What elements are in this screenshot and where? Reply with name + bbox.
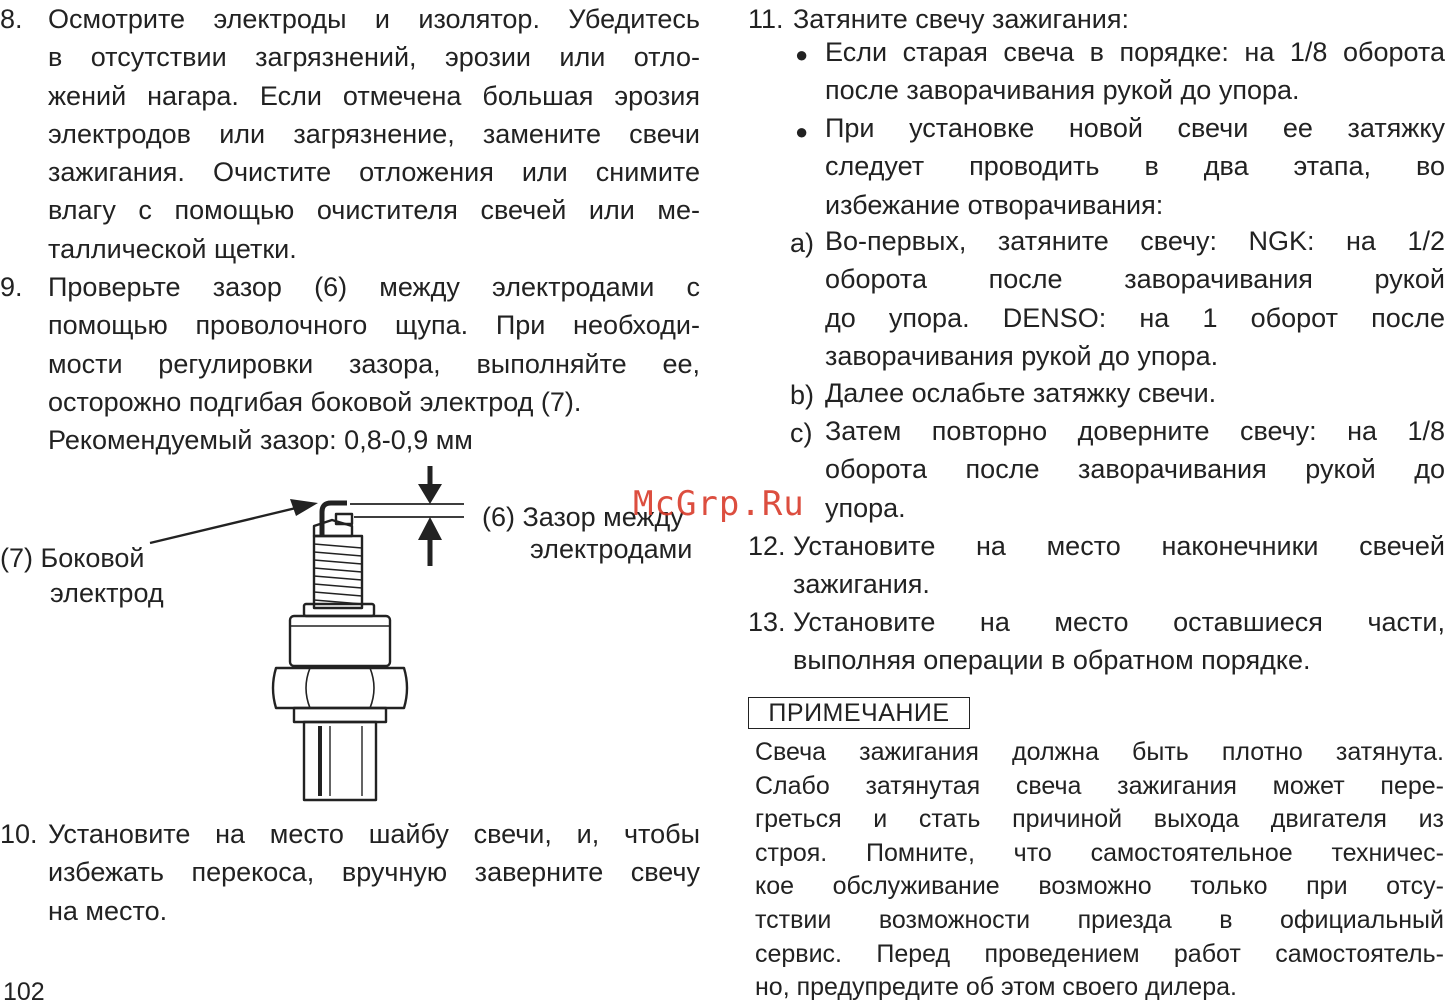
label-gap-2: электродами (530, 534, 693, 564)
recommended-gap: Рекомендуемый зазор: 0,8-0,9 мм (48, 425, 473, 456)
label-side-electrode: (7) Боковой (0, 543, 145, 573)
page-number: 102 (3, 978, 45, 1006)
text-line: жений нагара. Если отмечена большая эрозия (48, 80, 700, 111)
text-line: Если старая свеча в порядке: на 1/8 оборота (825, 37, 1445, 67)
text-line: следует проводить в два этапа, во (825, 151, 1445, 182)
text-line: упора. (825, 492, 906, 523)
text-line: выполняя операции в обратном порядке. (793, 645, 1311, 676)
sub-item-b (825, 374, 1445, 414)
sub-mark-a: a) (790, 228, 815, 258)
text-line: заворачивания рукой до упора. (825, 340, 1219, 371)
text-line: зажигания. (793, 569, 930, 600)
item-number: 11. (748, 4, 784, 34)
text-line: в отсутствии загрязнений, эрозии или отло- (48, 42, 700, 73)
text-line: зажигания. Очистите отложения или снимите (48, 157, 700, 188)
text-line: электродов или загрязнение, замените свечи (48, 118, 700, 149)
label-gap: (6) Зазор между (482, 502, 684, 532)
item-13 (748, 603, 1445, 683)
sub-mark-c: c) (790, 418, 813, 448)
text-line: Свеча зажигания должна быть плотно затянута. (755, 738, 1444, 766)
text-line: греться и стать причиной выхода двигателя из (755, 805, 1444, 834)
bullet-icon: ● (795, 119, 809, 144)
sub-mark-b: b) (790, 380, 815, 410)
item-number: 9. (0, 272, 23, 302)
text-line: оборота после заворачивания рукой до (825, 454, 1445, 485)
text-line: таллической щетки. (48, 233, 297, 264)
text-line: оборота после заворачивания рукой (825, 264, 1445, 295)
item-10 (0, 815, 700, 935)
label-side-electrode-2: электрод (50, 578, 164, 608)
text-line: Установите на место оставшиеся части, (793, 607, 1445, 637)
bullet-icon: ● (795, 42, 809, 67)
note-heading: ПРИМЕЧАНИЕ (748, 697, 970, 729)
side-electrode (322, 503, 347, 535)
text-line: Осмотрите электроды и изолятор. Убедитесь (48, 4, 700, 34)
bullet-2 (825, 109, 1445, 229)
text-line: тствии возможности приезда в официальный (755, 905, 1444, 934)
text-line: помощью проволочного щупа. При необходи- (48, 310, 700, 341)
text-line: строя. Помните, что самостоятельное техничес- (755, 838, 1444, 867)
item-number: 12. (748, 531, 786, 561)
text-line: кое обслуживание возможно только при отсу- (755, 872, 1444, 901)
text-line: Установите на место шайбу свечи, и, чтобы (48, 819, 700, 849)
text-line: Проверьте зазор (6) между электродами с (48, 272, 700, 302)
item-number: 8. (0, 4, 23, 34)
item-12 (748, 527, 1445, 607)
text-line: избежание отворачивания: (825, 189, 1164, 220)
text-line: после заворачивания рукой до упора. (825, 75, 1300, 106)
text-line: до упора. DENSO: на 1 оборот после (825, 302, 1445, 333)
bullet-1 (825, 33, 1445, 113)
text-line: Затем повторно доверните свечу: на 1/8 (825, 416, 1445, 446)
note-text (755, 736, 1444, 1005)
sub-item-a (825, 222, 1445, 377)
text-line: избежать перекоса, вручную заверните свечу (48, 857, 700, 888)
spark-plug-illustration (0, 0, 720, 810)
text-line: Во-первых, затяните свечу: NGK: на 1/2 (825, 226, 1445, 256)
text-line: сервис. Перед проведением работ самостоятель- (755, 939, 1444, 968)
text-line: осторожно подгибая боковой электрод (7). (48, 386, 582, 417)
item-title: Затяните свечу зажигания: (793, 4, 1129, 34)
sub-item-c (825, 412, 1445, 530)
text-line: Установите на место наконечники свечей (793, 531, 1445, 561)
text-line: При установке новой свечи ее затяжку (825, 113, 1445, 143)
item-number: 10. (0, 819, 38, 849)
item-number: 13. (748, 607, 786, 637)
text-line: Далее ослабьте затяжку свечи. (825, 378, 1217, 408)
text-line: влагу с помощью очистителя свечей или ме- (48, 195, 700, 226)
text-line: но, предупредите об этом своего дилера. (755, 973, 1237, 1002)
text-line: Слабо затянутая свеча зажигания может пере- (755, 771, 1444, 800)
text-line: мости регулировки зазора, выполняйте ее, (48, 348, 700, 379)
watermark: McGrp.Ru (633, 484, 805, 524)
text-line: на место. (48, 895, 168, 926)
